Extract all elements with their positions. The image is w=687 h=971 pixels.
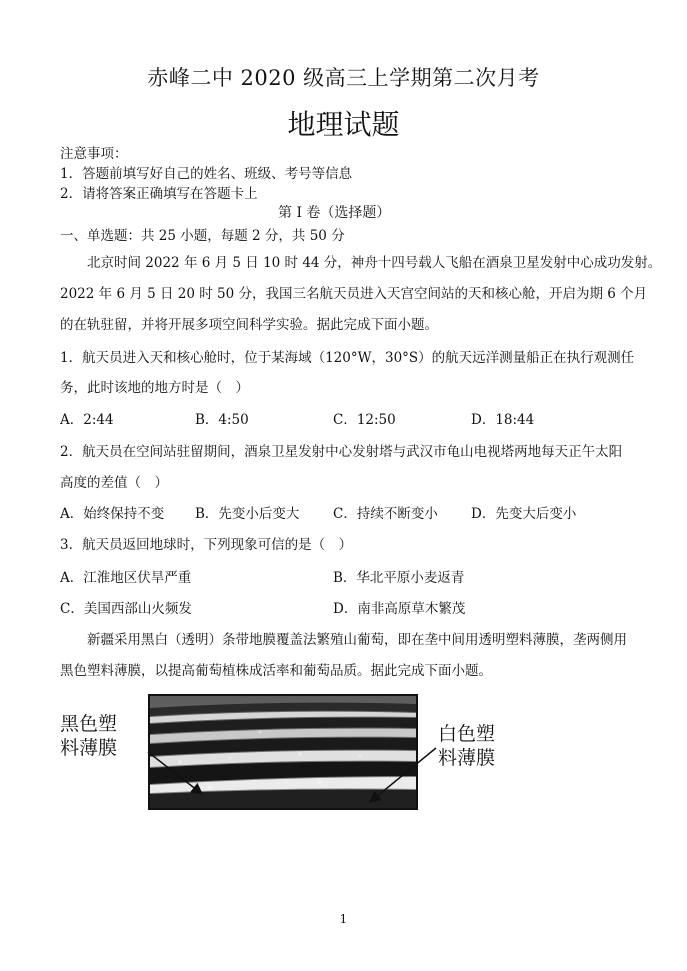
option-d: D．18:44	[471, 412, 535, 428]
passage-line: 黑色塑料薄膜，以提高葡萄植株成活率和葡萄品质。据此完成下面小题。	[60, 663, 492, 679]
note-item: 1．答题前填写好自己的姓名、班级、考号等信息	[60, 166, 353, 182]
question-stem: 3．航天员返回地球时，下列现象可信的是（ ）	[60, 537, 353, 553]
passage-line: 新疆采用黑白（透明）条带地膜覆盖法繁殖山葡萄，即在垄中间用透明塑料薄膜，垄两侧用	[87, 632, 627, 648]
arrow-to-white-film	[370, 748, 436, 802]
subject-title: 地理试题	[287, 108, 400, 141]
volume-heading: 第 I 卷（选择题）	[278, 205, 391, 221]
option-a: A．始终保持不变	[60, 506, 165, 522]
label-line: 料薄膜	[438, 747, 496, 769]
label-line: 料薄膜	[60, 737, 118, 759]
label-line: 白色塑	[438, 723, 496, 745]
exam-title: 赤峰二中 2020 级高三上学期第二次月考	[147, 66, 540, 90]
notes-heading: 注意事项：	[60, 146, 128, 162]
question-stem: 高度的差值（ ）	[60, 475, 168, 491]
question-stem: 务，此时该地的地方时是（ ）	[60, 380, 249, 396]
label-line: 黑色塑	[60, 713, 118, 735]
option-c: C．持续不断变小	[333, 506, 438, 522]
passage-line: 北京时间 2022 年 6 月 5 日 10 时 44 分，神舟十四号载人飞船在酒泉卫星发射中心成功发射。	[87, 255, 662, 271]
option-c: C．12:50	[333, 412, 396, 428]
option-d: D．先变大后变小	[471, 506, 577, 522]
option-b: B．先变小后变大	[195, 506, 300, 522]
note-item: 2．请将答案正确填写在答题卡上	[60, 186, 258, 202]
arrow-to-black-film	[148, 752, 202, 794]
passage-line: 2022 年 6 月 5 日 20 时 50 分，我国三名航天员进入天宫空间站的天和核心舱，开启为期 6 个月	[60, 286, 648, 302]
option-a: A．江淮地区伏旱严重	[60, 570, 192, 586]
page-number: 1	[339, 912, 348, 926]
passage-line: 的在轨驻留，并将开展多项空间科学实验。据此完成下面小题。	[60, 317, 438, 333]
pointer-arrows	[60, 690, 540, 812]
option-b: B．4:50	[195, 412, 249, 428]
question-stem: 1．航天员进入天和核心舱时，位于某海域（120°W，30°S）的航天远洋测量船正在执行观测任	[60, 350, 635, 366]
option-c: C．美国西部山火频发	[60, 601, 192, 617]
option-b: B．华北平原小麦返青	[333, 570, 465, 586]
option-d: D．南非高原草木繁茂	[333, 601, 466, 617]
option-a: A．2:44	[60, 412, 114, 428]
mulch-film-figure	[60, 690, 540, 812]
section-heading: 一、单选题：共 25 小题，每题 2 分，共 50 分	[60, 228, 345, 244]
question-stem: 2．航天员在空间站驻留期间，酒泉卫星发射中心发射塔与武汉市龟山电视塔两地每天正午太阳	[60, 444, 623, 460]
